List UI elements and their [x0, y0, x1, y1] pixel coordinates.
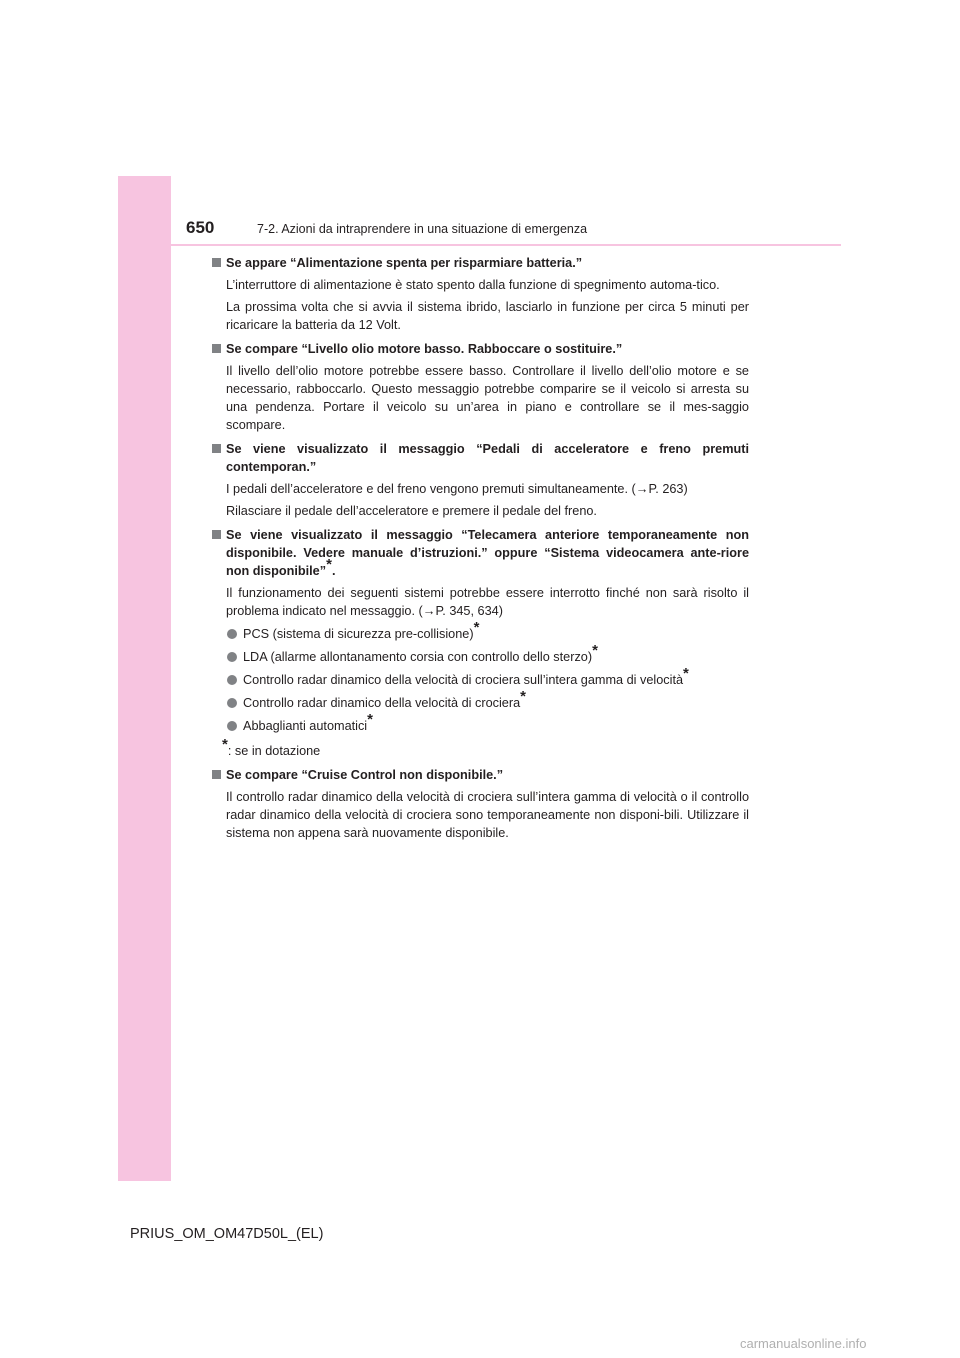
section-title: 7-2. Azioni da intraprendere in una situazione di emergenza: [257, 222, 588, 236]
list-item: LDA (allarme allontanamento corsia con controllo dello sterzo)*: [226, 648, 749, 666]
list-item: Abbaglianti automatici*: [226, 717, 749, 735]
document-code: PRIUS_OM_OM47D50L_(EL): [130, 1226, 324, 1242]
square-bullet-icon: [212, 258, 221, 267]
asterisk-mark: *: [222, 735, 228, 753]
square-bullet-icon: [212, 770, 221, 779]
paragraph: Il funzionamento dei seguenti sistemi potrebbe essere interrotto finché non sarà risolto il problema indicato nel messaggio. (→P. 345, 634): [226, 586, 749, 618]
list-item: Controllo radar dinamico della velocità di crociera*: [226, 694, 749, 712]
circle-bullet-icon: [227, 652, 237, 662]
circle-bullet-icon: [227, 698, 237, 708]
paragraph: L’interruttore di alimentazione è stato spento dalla funzione di spegnimento automa-tico.: [226, 278, 720, 292]
section-heading: Se viene visualizzato il messaggio “Telecamera anteriore temporaneamente non disponibile. Vedere manuale d’istruzioni.” oppure “Sistema videocamera ante-riore non disponibile”*.: [209, 526, 749, 580]
square-bullet-icon: [212, 444, 221, 453]
watermark[interactable]: carmanualsonline.info: [740, 1336, 867, 1351]
paragraph: Il livello dell’olio motore potrebbe essere basso. Controllare il livello dell’olio motore e se necessario, rabboccarlo. Questo messaggio potrebbe comparire se il veicolo si arresta su una pendenza. Portare il veicolo su un’area in piano e controllare se il mes-saggio scompare.: [226, 364, 749, 432]
list-item: PCS (sistema di sicurezza pre-collisione)*: [226, 625, 749, 643]
asterisk-mark: *: [326, 555, 332, 573]
section-heading: Se compare “Cruise Control non disponibile.”: [209, 766, 749, 784]
paragraph: I pedali dell’acceleratore e del freno vengono premuti simultaneamente. (→P. 263): [226, 482, 688, 496]
asterisk-mark: *: [592, 641, 598, 659]
footnote: *: se in dotazione: [222, 735, 321, 758]
circle-bullet-icon: [227, 675, 237, 685]
square-bullet-icon: [212, 530, 221, 539]
square-bullet-icon: [212, 344, 221, 353]
page-number: 650: [186, 218, 215, 237]
asterisk-mark: *: [367, 710, 373, 728]
main-content: [209, 254, 749, 842]
section-heading: Se viene visualizzato il messaggio “Pedali di acceleratore e freno premuti contemporan.”: [209, 440, 749, 476]
paragraph: Rilasciare il pedale dell’acceleratore e premere il pedale del freno.: [226, 504, 597, 518]
section-heading: Se compare “Livello olio motore basso. Rabboccare o sostituire.”: [209, 340, 749, 358]
circle-bullet-icon: [227, 629, 237, 639]
paragraph: Il controllo radar dinamico della velocità di crociera sull’intera gamma di velocità o il controllo radar dinamico della velocità di crociera sono temporaneamente non disponi-bili. Utilizzare il sistema non appena sarà nuovamente disponibile.: [226, 790, 749, 840]
asterisk-mark: *: [473, 618, 480, 636]
paragraph: La prossima volta che si avvia il sistema ibrido, lasciarlo in funzione per circa 5 minuti per ricaricare la batteria da 12 Volt.: [226, 300, 749, 332]
side-color-band: [118, 176, 171, 1181]
list-item: Controllo radar dinamico della velocità di crociera sull’intera gamma di velocità*: [226, 671, 749, 689]
header-rule: [171, 244, 841, 246]
section-heading: Se appare “Alimentazione spenta per risparmiare batteria.”: [209, 254, 749, 272]
asterisk-mark: *: [683, 664, 689, 682]
asterisk-mark: *: [520, 687, 526, 705]
circle-bullet-icon: [227, 721, 237, 731]
